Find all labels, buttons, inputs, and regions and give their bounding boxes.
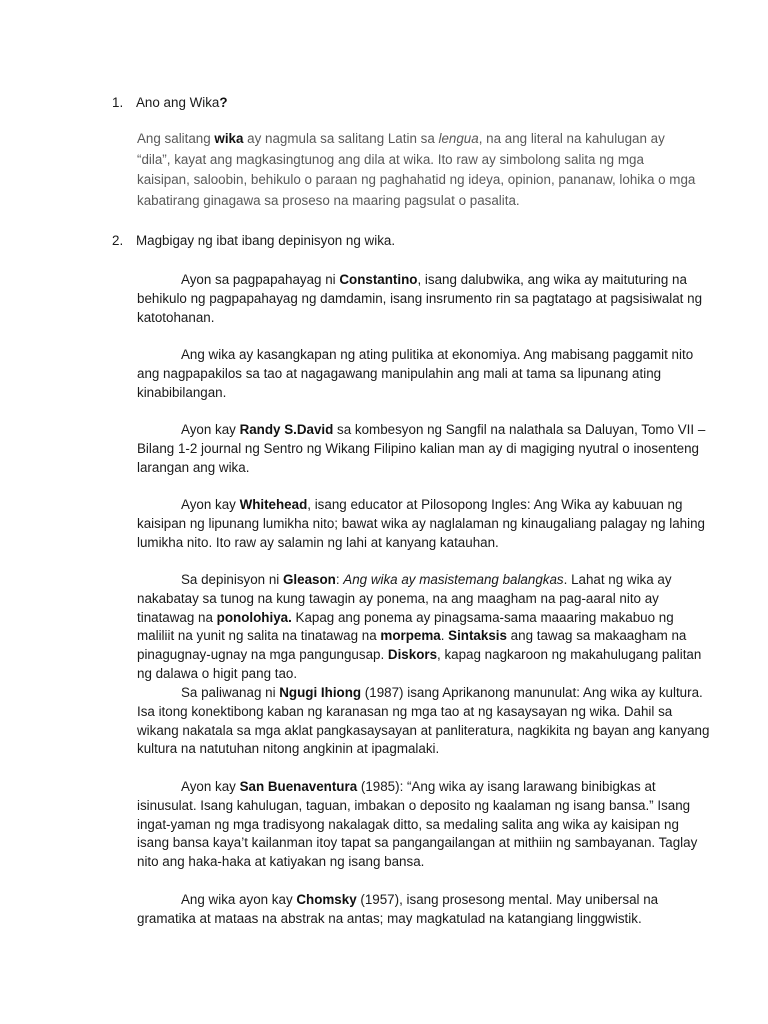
paragraph-text: .: [440, 628, 449, 644]
paragraph-text: (1957), isang prosesong mental. May unibersal na gramatika at mataas na abstrak na antas; may magkatulad na katangiang linggwistik.: [137, 892, 659, 926]
paragraph-text: , isang educator at Pilosopong Ingles: Ang Wika ay kabuuan ng kaisipan ng lipunang lumikha nito; bawat wika ay naglalaman ng kinaugaliang palagay ng lahing lumikha nito. Ito raw ay salamin ng lahi at kanyang katauhan.: [137, 497, 706, 550]
paragraph-text: Ayon kay: [181, 779, 240, 794]
paragraph-chomsky: [137, 891, 712, 929]
paragraph-text: (1987) isang Aprikanong manunulat: Ang wika ay kultura. Isa itong konektibong kaban ng karanasan ng mga tao at ng kasaysayan ng wika. Dahil sa wikang nakatala sa mga aklat pangkasaysayan at panliteratura, nagkikita ng bayan ang kanyang kultura na natutuhan nitong angkinin at ipagmalaki.: [137, 685, 710, 757]
answer-1-term-lengua: lengua: [438, 131, 479, 146]
paragraph-text: Ang wika ay kasangkapan ng ating pulitika at ekonomiya. Ang mabisang paggamit nito ang nagpapakilos sa tao at nagagawang manipulahin ang mali at tama sa lipunang ating kinabibilangan.: [137, 347, 694, 400]
question-1: [112, 93, 228, 113]
paragraph-text: Sa depinisyon ni: [181, 572, 283, 587]
paragraph-text: Kapag ang ponema ay pinagsama-sama maaaring makabuo ng maliliit na yunit ng salita na tinatawag na: [137, 609, 674, 644]
paragraph-text: Ayon kay: [181, 422, 240, 437]
answer-1-term-wika: wika: [214, 131, 244, 146]
name-gleason: Gleason: [283, 572, 336, 587]
term-sintaksis: Sintaksis: [448, 628, 507, 644]
paragraph-san-buenaventura: [137, 778, 712, 872]
paragraph-text: , kapag nagkaroon ng makahulugang palitan ng dalawa o higit pang tao.: [137, 647, 702, 681]
paragraph-text: Sa paliwanag ni: [181, 685, 280, 700]
term-diskors: Diskors: [387, 647, 438, 663]
answer-1-text: Ang salitang: [137, 131, 215, 146]
paragraph-text: sa kombesyon ng Sangfil na nalathala sa Daluyan, Tomo VII – Bilang 1-2 journal ng Sentro ng Wikang Filipino kalian man ay di magiging nyutral o inosenteng larangan ang wika.: [137, 422, 706, 475]
name-randy-david: Randy S.David: [239, 422, 334, 437]
question-2-number: 2.: [112, 233, 124, 248]
paragraph-text: ang tawag sa makaagham na pinagugnay-ugnay na mga pangungusap.: [137, 628, 687, 663]
paragraph-text: , isang dalubwika, ang wika ay maituturing na behikulo ng pagpapahayag ng damdamin, isang insrumento rin sa pagtatago at pagsisiwalat ng katotohanan.: [137, 272, 703, 325]
answer-1-text: ay nagmula sa salitang Latin sa: [243, 131, 439, 146]
name-constantino: Constantino: [339, 272, 418, 287]
paragraph-constantino: [137, 271, 712, 327]
answer-1: [137, 129, 697, 211]
paragraph-ngugi: [137, 684, 712, 759]
gleason-definition: Ang wika ay masistemang balangkas: [343, 572, 564, 587]
question-2-text: Magbigay ng ibat ibang depinisyon ng wika.: [136, 233, 396, 248]
paragraph-text: Ayon kay: [181, 497, 240, 512]
term-ponolohiya: ponolohiya.: [216, 609, 292, 625]
question-1-number: 1.: [112, 95, 124, 110]
term-morpema: morpema: [380, 628, 441, 644]
question-1-mark: ?: [219, 95, 228, 110]
answer-1-text: , na ang literal na kahulugan ay “dila”, kayat ang magkasingtunog ang dila at wika. Ito raw ay simbolong salita ng mga kaisipan, saloobin, behikulo o paraan ng paghahatid ng ideya, opinion, pananaw, lohika o mga kabatirang ginagawa sa proseso na maaring pagsulat o pasalita.: [137, 131, 696, 208]
paragraph-whitehead: [137, 496, 712, 552]
paragraph-text: (1985): “Ang wika ay isang larawang binibigkas at isinusulat. Isang kahulugan, taguan, imbakan o deposito ng kaalaman ng isang bansa.” Isang ingat-yaman ng mga tradisyong nakalagak ditto, sa medaling salita ang wika ay kaisipan ng isang bansa kaya’t kailanman itoy tapat sa pangangailangan at mithiin ng sambayanan. Taglay nito ang haka-haka at katiyakan ng isang bansa.: [137, 779, 698, 870]
name-whitehead: Whitehead: [239, 497, 308, 512]
name-san-buenaventura: San Buenaventura: [239, 779, 358, 794]
paragraph-pulitika: [137, 346, 712, 402]
paragraph-text: Ayon sa pagpapahayag ni: [181, 272, 340, 287]
name-chomsky: Chomsky: [296, 892, 357, 907]
paragraph-text: . Lahat ng wika ay nakabatay sa tunog na kung tawagin ay ponema, na ang maagham na pag-aaral nito ay tinatawag na: [137, 572, 672, 625]
paragraph-text: :: [335, 572, 344, 587]
paragraph-gleason: [137, 571, 712, 684]
paragraph-text: Ang wika ayon kay: [181, 892, 297, 907]
question-1-text: Ano ang Wika: [136, 95, 220, 110]
paragraph-david: [137, 421, 712, 477]
question-2: [112, 231, 395, 251]
name-ngugi-ihiong: Ngugi Ihiong: [279, 685, 362, 700]
